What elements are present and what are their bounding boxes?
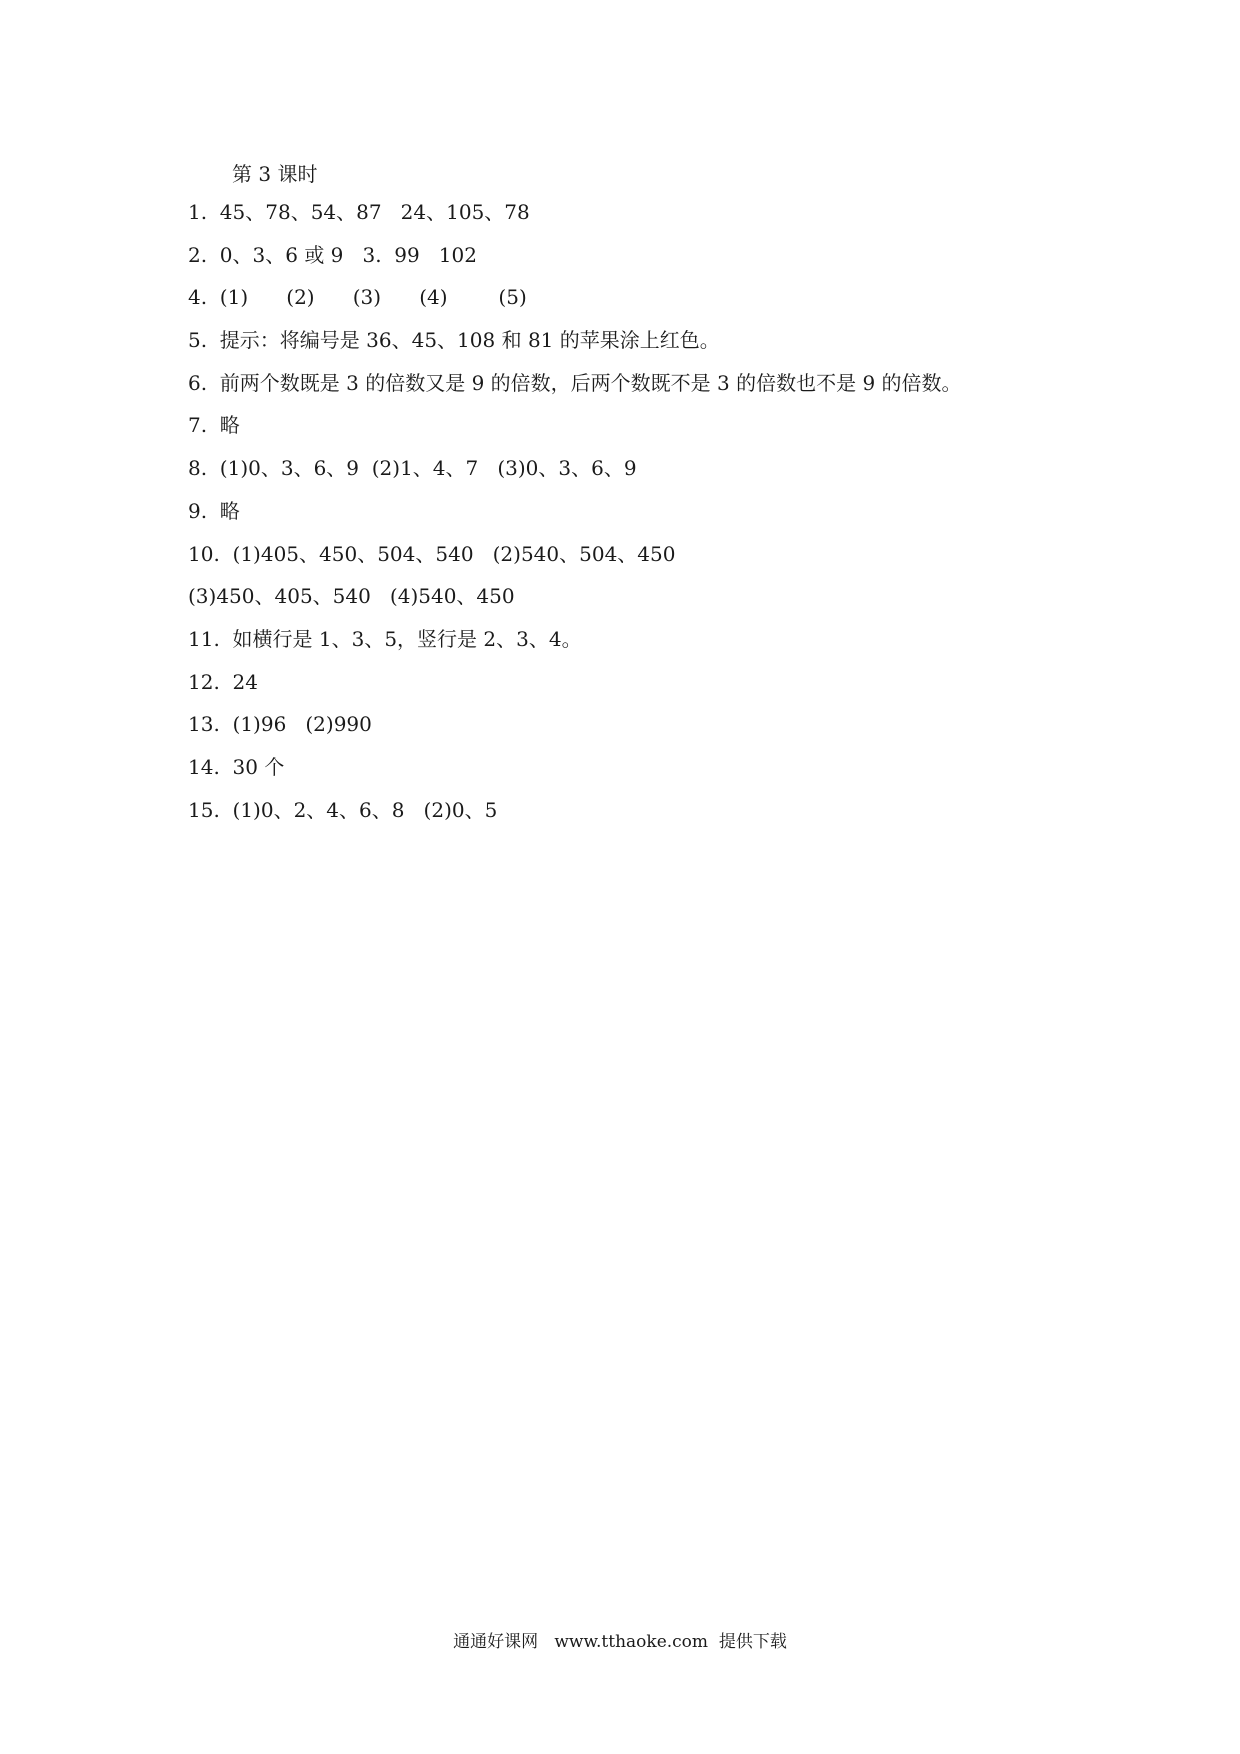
answer-line-12: 12. 24 [188, 669, 258, 694]
answer-line-7: 7. 略 [188, 413, 240, 438]
answer-line-14: 14. 30 个 [188, 754, 285, 779]
answer-line-6: 6. 前两个数既是 3 的倍数又是 9 的倍数，后两个数既不是 3 的倍数也不是 9 的倍数。 [188, 370, 962, 395]
answer-list [188, 198, 962, 838]
footer-credit: 通通好课网 www.tthaoke.com 提供下载 [453, 1632, 787, 1652]
answer-line-5: 5. 提示：将编号是 36、45、108 和 81 的苹果涂上红色。 [188, 328, 720, 353]
lesson-title: 第 3 课时 [232, 162, 318, 186]
answer-line-2: 2. 0、3、6 或 9 3. 99 102 [188, 242, 477, 267]
answer-line-9: 9. 略 [188, 498, 240, 523]
answer-line-15: 15. (1)0、2、4、6、8 (2)0、5 [188, 797, 498, 822]
answer-line-13: 13. (1)96 (2)990 [188, 712, 372, 737]
answer-line-10: 10. (1)405、450、504、540 (2)540、504、450 [188, 541, 676, 566]
answer-line-10-continued: (3)450、405、540 (4)540、450 [188, 584, 515, 609]
answer-line-8: 8. (1)0、3、6、9 (2)1、4、7 (3)0、3、6、9 [188, 456, 637, 481]
answer-line-11: 11. 如横行是 1、3、5，竖行是 2、3、4。 [188, 626, 582, 651]
answer-line-1: 1. 45、78、54、87 24、105、78 [188, 200, 530, 224]
answer-line-4: 4. (1) (2) (3) (4) (5) [188, 285, 527, 310]
